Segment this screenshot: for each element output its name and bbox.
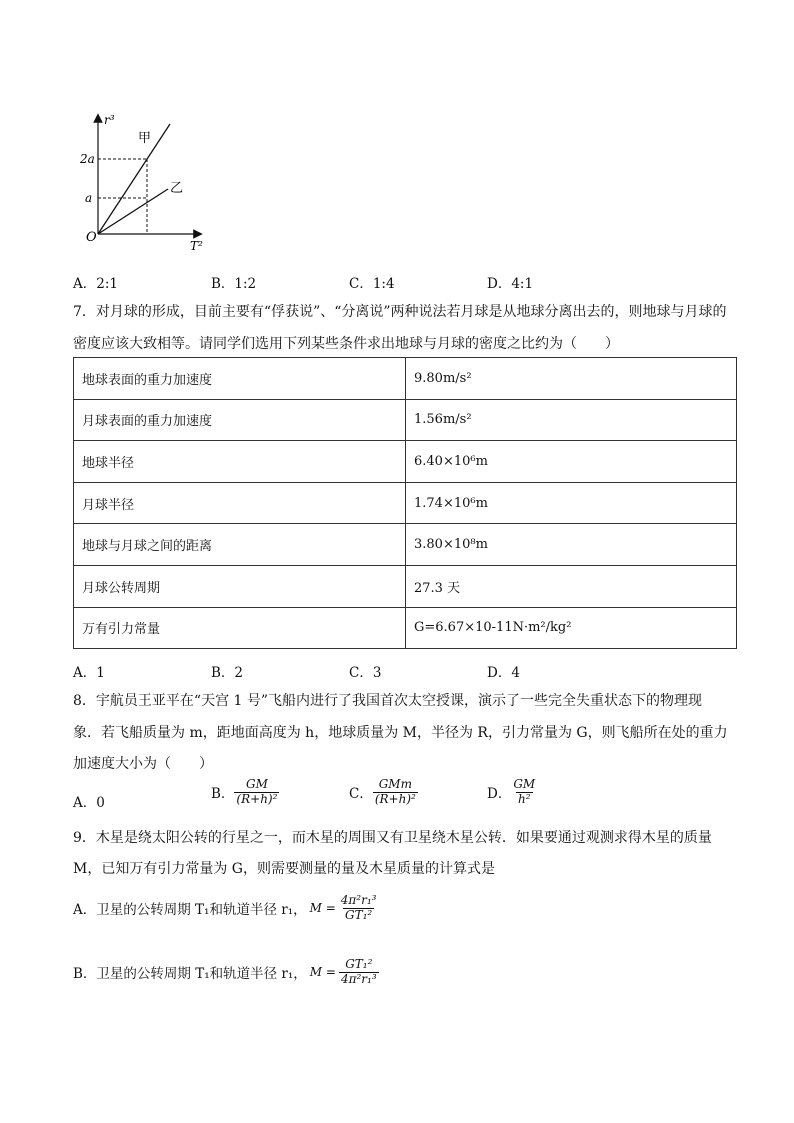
fraction-numerator: 4π²r₁³: [340, 893, 377, 907]
table-row: [74, 607, 737, 649]
table-cell: 地球与月球之间的距离: [74, 524, 406, 566]
table-row: [74, 358, 737, 400]
q8-stem-line1: 8．宇航员王亚平在“天宫 1 号”飞船内进行了我国首次太空授课，演示了一些完全失重状态下的物理现: [73, 693, 703, 709]
q9-option-a: [73, 894, 378, 923]
fraction-denominator: h²: [517, 791, 531, 806]
option-letter: B．: [211, 786, 235, 803]
q7-stem-line2: 密度应该大致相等。请同学们选用下列某些条件求出地球与月球的密度之比约为（ ）: [73, 336, 619, 352]
table-cell: 6.40×10⁶m: [406, 441, 737, 483]
fraction-numerator: GMm: [378, 777, 412, 791]
table-cell: 1.56m/s²: [406, 399, 737, 441]
line-jia-label: 甲: [138, 131, 152, 146]
y-axis-label: r³: [104, 113, 115, 127]
q7-data-table: [73, 357, 737, 649]
q7-stem-line1: 7．对月球的形成，目前主要有“俘获说”、“分离说”两种说法若月球是从地球分离出去的，则地球与月球的: [73, 304, 727, 320]
table-cell: 3.80×10⁸m: [406, 524, 737, 566]
formula-lhs: M =: [309, 901, 336, 916]
table-cell: G=6.67×10-11N·m²/kg²: [406, 607, 737, 649]
table-cell: 月球公转周期: [74, 565, 406, 607]
line-yi: [98, 189, 168, 234]
q6-option-b: B．1:2: [211, 276, 257, 292]
table-cell: 1.74×10⁶m: [406, 482, 737, 524]
tick-a-label: a: [85, 191, 93, 205]
q9-option-b: [73, 958, 379, 987]
formula-fraction: [339, 958, 379, 987]
table-row: [74, 524, 737, 566]
table-cell: 地球半径: [74, 441, 406, 483]
q7-option-d: D．4: [487, 665, 520, 681]
fraction-numerator: GM: [245, 777, 268, 791]
option-letter: D．: [487, 786, 512, 803]
q6-option-c: C．1:4: [349, 276, 395, 292]
fraction-denominator: 4π²r₁³: [340, 971, 377, 986]
q6-option-d: D．4:1: [487, 276, 534, 292]
q6-option-a: A．2:1: [73, 276, 118, 292]
fraction-denominator: GT₁²: [345, 907, 373, 922]
q9-stem-line2: M，已知万有引力常量为 G，则需要测量的量及木星质量的计算式是: [73, 861, 495, 877]
q8-option-a: A．0: [73, 795, 105, 811]
table-cell: 万有引力常量: [74, 607, 406, 649]
table-cell: 月球半径: [74, 482, 406, 524]
formula-fraction: [511, 778, 537, 807]
fraction-numerator: GM: [513, 777, 536, 791]
fraction-denominator: (R+h)²: [374, 791, 416, 806]
table-cell: 地球表面的重力加速度: [74, 358, 406, 400]
formula-fraction: [339, 894, 379, 923]
formula-fraction: [234, 778, 279, 807]
table-row: [74, 441, 737, 483]
formula-lhs: M =: [309, 965, 336, 980]
table-row: [74, 399, 737, 441]
r3-t2-graph: [80, 110, 220, 255]
x-axis-label: T²: [190, 239, 203, 253]
line-jia: [98, 124, 170, 234]
option-letter: C．: [349, 786, 373, 803]
tick-2a-label: 2a: [80, 152, 95, 166]
q7-option-a: A．1: [73, 665, 105, 681]
option-text: A．卫星的公转周期 T₁和轨道半径 r₁，: [73, 902, 307, 919]
q8-option-c: [349, 778, 418, 807]
q7-option-b: B．2: [211, 665, 244, 681]
table-cell: 月球表面的重力加速度: [74, 399, 406, 441]
q9-stem-line1: 9．木星是绕太阳公转的行星之一，而木星的周围又有卫星绕木星公转．如果要通过观测求得木星的质量: [73, 830, 712, 846]
q8-stem-line3: 加速度大小为（ ）: [73, 756, 213, 772]
q8-option-d: [487, 778, 537, 807]
fraction-numerator: GT₁²: [345, 957, 373, 971]
origin-label: O: [86, 230, 97, 245]
option-text: B．卫星的公转周期 T₁和轨道半径 r₁，: [73, 966, 307, 983]
line-yi-label: 乙: [170, 181, 184, 196]
q7-option-c: C．3: [349, 665, 382, 681]
table-row: [74, 482, 737, 524]
table-cell: 9.80m/s²: [406, 358, 737, 400]
q8-option-b: [211, 778, 279, 807]
fraction-denominator: (R+h)²: [236, 791, 278, 806]
q8-stem-line2: 象．若飞船质量为 m，距地面高度为 h，地球质量为 M，半径为 R，引力常量为 G，则飞船所在处的重力: [73, 725, 728, 741]
table-cell: 27.3 天: [406, 565, 737, 607]
formula-fraction: [373, 778, 418, 807]
table-row: [74, 565, 737, 607]
